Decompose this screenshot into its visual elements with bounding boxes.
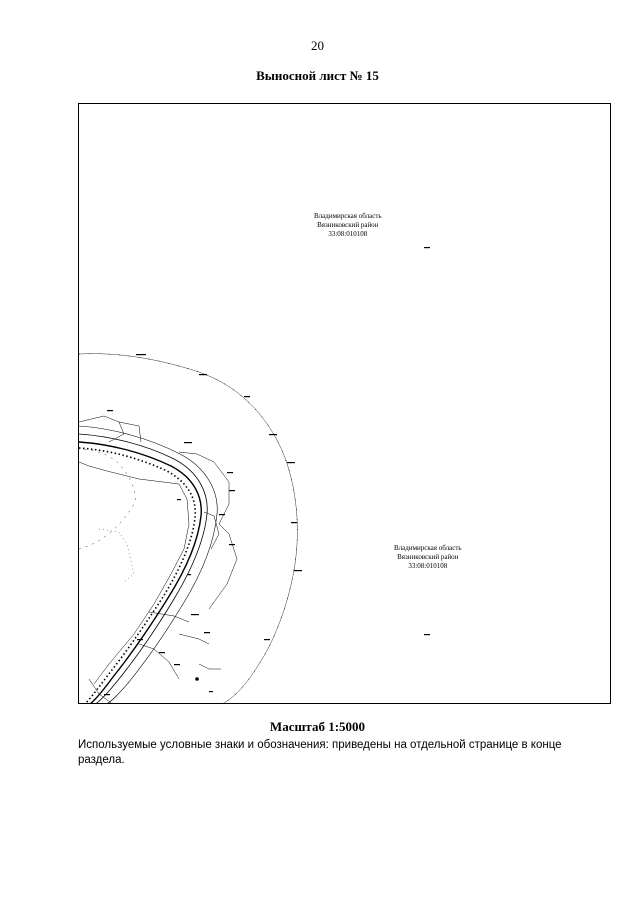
region-label-line: Вязниковский район xyxy=(397,553,459,561)
parcel-outline xyxy=(79,462,189,684)
region-label-line: Вязниковский район xyxy=(317,221,379,229)
parcel-outline xyxy=(119,422,141,442)
map-scale: Масштаб 1:5000 xyxy=(269,719,366,734)
parcel-outline xyxy=(79,416,124,442)
cadastral-map xyxy=(79,104,611,704)
map-frame xyxy=(78,103,611,704)
region-label-north xyxy=(314,212,382,239)
cadastral-number: 33:08:010108 xyxy=(408,562,448,570)
parcel-outline xyxy=(199,664,221,669)
parcel-outline xyxy=(179,634,209,644)
inner-boundary xyxy=(79,449,135,549)
legend-note: Используемые условные знаки и обозначения: приведены на отдельной странице в конце раздела. xyxy=(78,739,562,766)
cadastral-number: 33:08:010108 xyxy=(328,230,368,238)
survey-point xyxy=(195,677,199,681)
corridor-dotted xyxy=(79,448,195,704)
corridor-centre xyxy=(79,442,201,704)
parcel-outline xyxy=(149,612,189,622)
sheet-title: Выносной лист № 15 xyxy=(256,68,379,83)
region-label-line: Владимирская область xyxy=(314,212,382,220)
corridor-outer-right xyxy=(79,426,217,704)
region-label-line: Владимирская область xyxy=(394,544,462,552)
page-number: 20 xyxy=(311,38,324,53)
point-labels xyxy=(104,247,430,695)
region-label-east xyxy=(394,544,462,571)
